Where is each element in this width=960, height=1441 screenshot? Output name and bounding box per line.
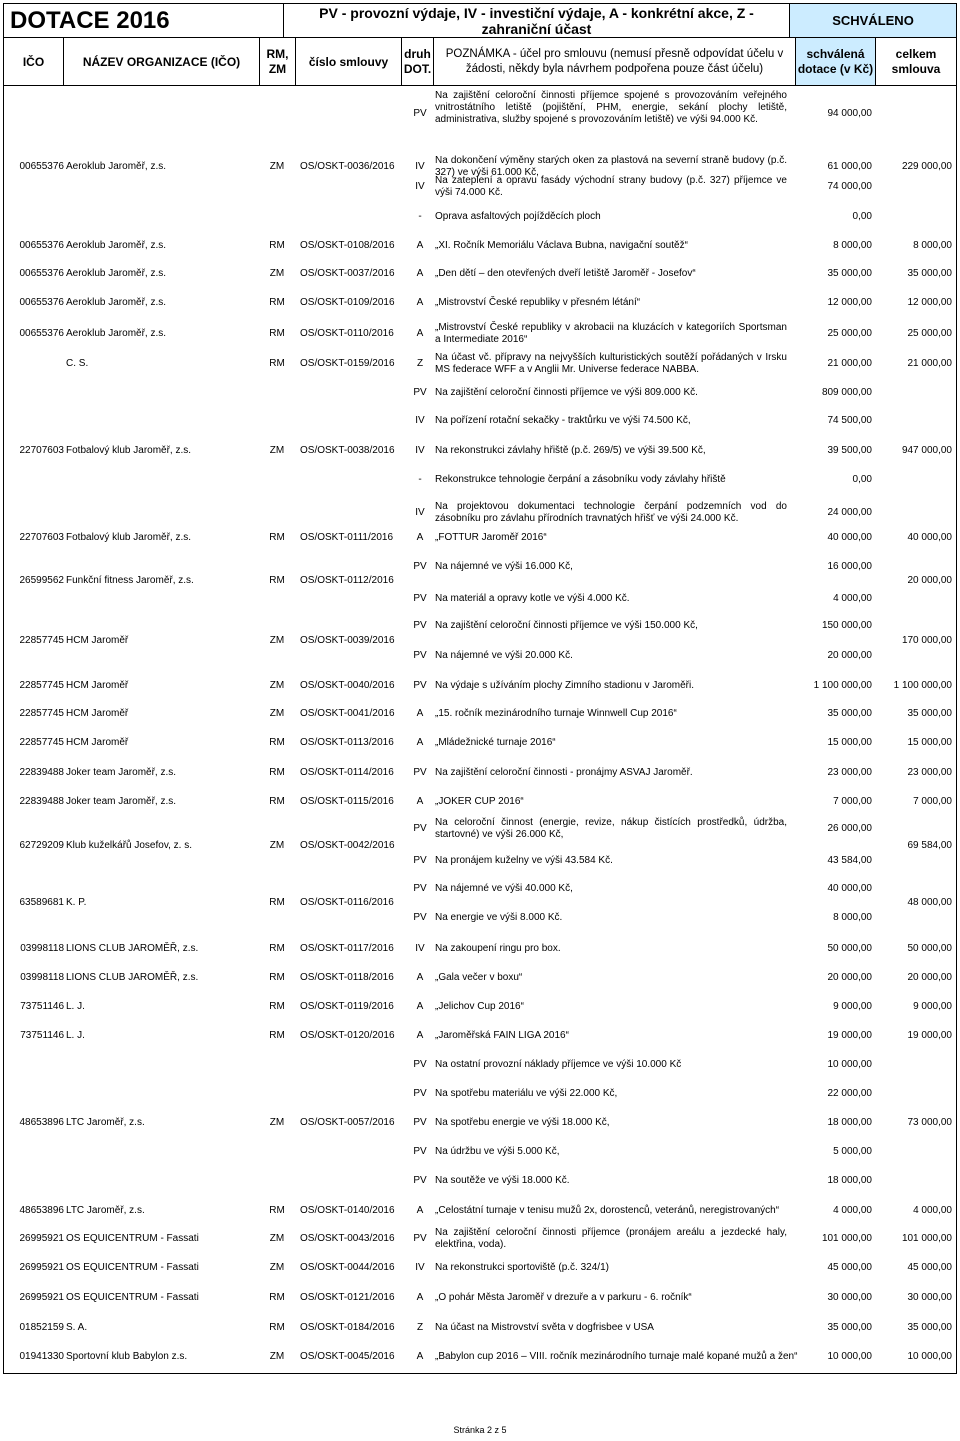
col-contract-number: číslo smlouvy [296,38,402,86]
org-ico: 01941330 [19,1351,64,1362]
grant-purpose: „JOKER CUP 2016“ [435,796,524,807]
contract-total: 35 000,00 [907,1322,952,1333]
org-name: HCM Jaroměř [66,737,129,748]
col-rmzm-line1: RM, [266,47,289,61]
org-name: OS EQUICENTRUM - Fassati [66,1233,199,1244]
org-name: LIONS CLUB JAROMĚŘ, z.s. [66,943,199,954]
contract-number: OS/OSKT-0039/2016 [300,635,395,646]
grant-purpose: Na spotřebu materiálu ve výši 22.000 Kč, [435,1088,618,1099]
approving-body: RM [269,297,285,308]
org-name: Sportovní klub Babylon z.s. [66,1351,188,1362]
grant-type: PV [413,1146,427,1157]
grant-purpose: „Gala večer v boxu“ [435,972,523,983]
col-note: POZNÁMKA - účel pro smlouvu (nemusí přesně odpovídat účelu v žádosti, někdy byla návrhem podpořena pouze část účelu) [434,38,796,86]
org-ico: 00655376 [19,161,64,172]
contract-number: OS/OSKT-0043/2016 [300,1233,395,1244]
grant-type: A [416,240,424,251]
org-ico: 62729209 [19,840,64,851]
grant-purpose: „15. ročník mezinárodního turnaje Winnwell Cup 2016“ [435,708,677,719]
grant-type: PV [413,1233,427,1244]
page-footer: Stránka 2 z 5 [453,1425,507,1435]
grant-purpose: Na pronájem kuželny ve výši 43.584 Kč. [435,855,613,866]
org-name: Aeroklub Jaroměř, z.s. [66,297,167,308]
contract-number: OS/OSKT-0042/2016 [300,840,395,851]
approving-body: ZM [269,840,285,851]
approving-body: RM [269,796,285,807]
legend-subtitle: PV - provozní výdaje, IV - investiční výdaje, A - konkrétní akce, Z - zahraniční účast [284,4,790,38]
approving-body: RM [269,1292,285,1303]
approving-body: RM [269,972,285,983]
org-name: LTC Jaroměř, z.s. [66,1205,145,1216]
grant-purpose: Rekonstrukce tehnologie čerpání a zásobníku vody závlahy hřiště [435,474,726,485]
contract-total: 20 000,00 [907,575,952,586]
contract-total: 45 000,00 [907,1262,952,1273]
grant-type: PV [413,883,427,894]
approved-amount: 150 000,00 [821,620,872,631]
contract-number: OS/OSKT-0038/2016 [300,445,395,456]
org-name: Fotbalový klub Jaroměř, z.s. [66,532,192,543]
grant-purpose: Na soutěže ve výši 18.000 Kč. [435,1175,570,1186]
contract-total: 8 000,00 [913,240,952,251]
org-ico: 26995921 [19,1233,64,1244]
grant-purpose: Na dokončení výměny starých oken za plastová na severní straně budovy (p.č. 327) ve výši 61.000 Kč, [435,155,787,178]
grant-purpose: Na zakoupení ringu pro box. [435,943,561,954]
approved-amount: 23 000,00 [827,767,872,778]
contract-total: 50 000,00 [907,943,952,954]
col-ico: IČO [4,38,64,86]
org-ico: 00655376 [19,268,64,279]
grant-type: A [416,328,424,339]
approving-body: RM [269,240,285,251]
approved-amount: 16 000,00 [827,561,872,572]
org-name: OS EQUICENTRUM - Fassati [66,1262,199,1273]
contract-number: OS/OSKT-0113/2016 [300,737,394,748]
contract-number: OS/OSKT-0109/2016 [300,297,395,308]
grant-purpose: „Mistrovství České republiky v akrobacii na kluzácích v kategoriích Sportsman a Intermediate 2016“ [435,322,787,345]
approving-body: RM [269,358,285,369]
grant-type: IV [415,161,425,172]
col-approved-amount [796,38,876,86]
grant-type: PV [413,1175,427,1186]
approved-amount: 9 000,00 [833,1001,872,1012]
contract-total: 229 000,00 [901,161,952,172]
approving-body: ZM [269,268,285,279]
approved-amount: 22 000,00 [827,1088,872,1099]
contract-number: OS/OSKT-0036/2016 [300,161,395,172]
contract-total: 101 000,00 [901,1233,952,1244]
org-ico: 48653896 [19,1117,64,1128]
org-name: LTC Jaroměř, z.s. [66,1117,145,1128]
grant-type: A [416,708,424,719]
grant-type: Z [416,1322,424,1333]
grant-purpose: „Den dětí – den otevřených dveří letiště Jaroměř - Josefov“ [435,268,696,279]
grant-type: IV [415,507,425,518]
approved-amount: 45 000,00 [827,1262,872,1273]
org-ico: 73751146 [20,1030,64,1041]
grant-purpose: Na materiál a opravy kotle ve výši 4.000 Kč. [435,593,630,604]
contract-number: OS/OSKT-0110/2016 [300,328,394,339]
org-name: HCM Jaroměř [66,680,129,691]
contract-total: 25 000,00 [907,328,952,339]
org-name: Aeroklub Jaroměř, z.s. [66,268,167,279]
org-ico: 22707603 [19,532,64,543]
grant-purpose: Na pořízení rotační sekačky - traktůrku ve výši 74.500 Kč, [435,415,691,426]
contract-total: 69 584,00 [907,840,952,851]
org-ico: 03998118 [20,943,64,954]
approving-body: ZM [269,635,285,646]
grant-purpose: Na zajištění celoroční činnosti příjemce (pronájem areálu a jezdecké haly, elektřina, voda). [435,1227,787,1250]
grant-purpose: „Babylon cup 2016 – VIII. ročník mezinárodního turnaje malé kopané mužů a žen“ [435,1351,798,1362]
grant-purpose: Na rekonstrukci závlahy hřiště (p.č. 269/5) ve výši 39.500 Kč, [435,445,706,456]
approved-amount: 8 000,00 [833,912,872,923]
approving-body: ZM [269,1233,285,1244]
org-name: HCM Jaroměř [66,635,129,646]
grant-type: A [416,532,424,543]
grant-purpose: „XI. Ročník Memoriálu Václava Bubna, navigační soutěž“ [435,240,688,251]
grant-purpose: Na zateplení a opravu fasády východní strany budovy (p.č. 327) příjemce ve výši 74.000 Kč. [435,175,787,198]
grant-type: A [416,297,424,308]
grant-purpose: Na nájemné ve výši 16.000 Kč, [435,561,573,572]
grant-type: PV [413,620,427,631]
grant-purpose: Na nájemné ve výši 20.000 Kč. [435,650,573,661]
grant-type: Z [416,358,424,369]
contract-number: OS/OSKT-0114/2016 [300,767,394,778]
approving-body: RM [269,328,285,339]
grant-purpose: „Mistrovství České republiky v přesném létání“ [435,297,641,308]
org-name: C. S. [66,358,89,369]
approved-amount: 21 000,00 [827,358,872,369]
org-name: Klub kuželkářů Josefov, z. s. [66,840,192,851]
page-title: DOTACE 2016 [4,4,284,38]
grant-purpose: Na celoroční činnost (energie, revize, nákup čistících prostředků, údržba, startovné) ve výši 26.000 Kč, [435,817,787,840]
grant-table [3,3,957,1374]
grant-purpose: „Mládežnické turnaje 2016“ [435,737,556,748]
org-name: Aeroklub Jaroměř, z.s. [66,240,167,251]
approved-amount: 8 000,00 [833,240,872,251]
grant-type: IV [415,181,425,192]
org-ico: 00655376 [19,240,64,251]
col-approved-line1: schválená [806,47,865,61]
approving-body: ZM [269,1262,285,1273]
contract-number: OS/OSKT-0057/2016 [300,1117,395,1128]
contract-total: 4 000,00 [913,1205,952,1216]
header-divider [4,85,956,86]
grant-type: IV [415,445,425,456]
contract-total: 947 000,00 [901,445,952,456]
approved-amount: 20 000,00 [827,650,872,661]
approving-body: ZM [269,445,285,456]
contract-number: OS/OSKT-0119/2016 [300,1001,394,1012]
grant-purpose: Na spotřebu energie ve výši 18.000 Kč, [435,1117,610,1128]
approved-amount: 15 000,00 [827,737,872,748]
grant-type: A [416,737,424,748]
col-name: NÁZEV ORGANIZACE (IČO) [64,38,260,86]
approving-body: RM [269,943,285,954]
org-ico: 63589681 [19,897,64,908]
contract-total: 7 000,00 [913,796,952,807]
org-ico: 00655376 [19,297,64,308]
org-name: HCM Jaroměř [66,708,129,719]
approved-amount: 809 000,00 [821,387,872,398]
grant-purpose: Na rekonstrukci sportoviště (p.č. 324/1) [435,1262,609,1273]
contract-total: 12 000,00 [907,297,952,308]
grant-purpose: Na energie ve výši 8.000 Kč. [435,912,563,923]
contract-number: OS/OSKT-0116/2016 [300,897,394,908]
org-name: Aeroklub Jaroměř, z.s. [66,328,167,339]
contract-total: 15 000,00 [907,737,952,748]
grant-purpose: „O pohár Města Jaroměř v drezuře a v parkuru - 6. ročník“ [435,1292,692,1303]
grant-type: PV [413,108,427,119]
approved-amount: 35 000,00 [827,268,872,279]
approved-amount: 74 500,00 [827,415,872,426]
org-name: L. J. [66,1030,85,1041]
approved-amount: 43 584,00 [827,855,872,866]
col-type-line2: DOT. [403,62,432,76]
grant-type: PV [413,387,427,398]
grant-type: PV [413,650,427,661]
org-name: Aeroklub Jaroměř, z.s. [66,161,167,172]
col-rmzm-line2: ZM [268,62,287,76]
grant-type: A [416,796,424,807]
org-ico: 22857745 [19,708,64,719]
approved-amount: 5 000,00 [833,1146,872,1157]
contract-number: OS/OSKT-0159/2016 [300,358,395,369]
grant-type: PV [413,767,427,778]
approved-amount: 25 000,00 [827,328,872,339]
contract-total: 9 000,00 [913,1001,952,1012]
contract-total: 30 000,00 [907,1292,952,1303]
org-ico: 22839488 [19,767,64,778]
approved-amount: 12 000,00 [827,297,872,308]
approved-amount: 74 000,00 [827,181,872,192]
grant-purpose: Na účast na Mistrovství světa v dogfrisbee v USA [435,1322,654,1333]
org-ico: 26995921 [19,1262,64,1273]
col-rmzm [260,38,296,86]
grant-type: A [416,268,424,279]
contract-number: OS/OSKT-0111/2016 [300,532,394,543]
org-name: L. J. [66,1001,85,1012]
contract-total: 1 100 000,00 [893,680,952,691]
grant-purpose: Na zajištění celoroční činnosti příjemce spojené s provozováním veřejného vnitrostátního letiště (pojištění, PHM, energie, sekání plochy letiště, administrativa, služby spojené s provozováním letiště) ve výši 94.000 Kč. [435,90,787,125]
org-ico: 22707603 [19,445,64,456]
col-approved-line2: dotace (v Kč) [797,62,874,76]
contract-total: 170 000,00 [901,635,952,646]
approved-amount: 61 000,00 [827,161,872,172]
org-ico: 22839488 [19,796,64,807]
approved-amount: 0,00 [852,211,872,222]
approved-amount: 7 000,00 [833,796,872,807]
grant-purpose: Oprava asfaltových pojížděcích ploch [435,211,601,222]
grant-type: - [418,211,422,222]
org-ico: 73751146 [20,1001,64,1012]
grant-type: PV [413,561,427,572]
grant-purpose: „Jaroměřská FAIN LIGA 2016“ [435,1030,569,1041]
contract-number: OS/OSKT-0140/2016 [300,1205,395,1216]
approved-amount: 10 000,00 [827,1059,872,1070]
grant-type: PV [413,1088,427,1099]
grant-type: - [418,474,422,485]
grant-type: A [416,1205,424,1216]
contract-number: OS/OSKT-0120/2016 [300,1030,395,1041]
approved-amount: 40 000,00 [827,883,872,894]
approved-amount: 1 100 000,00 [813,680,872,691]
grant-type: A [416,972,424,983]
contract-total: 40 000,00 [907,532,952,543]
approving-body: ZM [269,680,285,691]
contract-number: OS/OSKT-0118/2016 [300,972,394,983]
approving-body: RM [269,737,285,748]
approving-body: RM [269,575,285,586]
grant-type: IV [415,943,425,954]
contract-number: OS/OSKT-0121/2016 [300,1292,395,1303]
org-name: OS EQUICENTRUM - Fassati [66,1292,199,1303]
contract-total: 48 000,00 [907,897,952,908]
org-name: Joker team Jaroměř, z.s. [66,767,177,778]
contract-total: 35 000,00 [907,708,952,719]
approving-body: RM [269,767,285,778]
grant-type: PV [413,1117,427,1128]
contract-number: OS/OSKT-0045/2016 [300,1351,395,1362]
grant-purpose: „Jelichov Cup 2016“ [435,1001,524,1012]
table-header [4,4,956,86]
grant-type: PV [413,1059,427,1070]
grant-purpose: Na zajištění celoroční činnosti příjemce ve výši 150.000 Kč, [435,620,698,631]
org-name: LIONS CLUB JAROMĚŘ, z.s. [66,972,199,983]
contract-number: OS/OSKT-0037/2016 [300,268,395,279]
grant-purpose: „Celostátní turnaje v tenisu mužů 2x, dorostenců, veteránů, neregistrovaných“ [435,1205,780,1216]
contract-number: OS/OSKT-0115/2016 [300,796,394,807]
approving-body: ZM [269,708,285,719]
col-type-line1: druh [404,47,431,61]
org-ico: 03998118 [20,972,64,983]
contract-number: OS/OSKT-0040/2016 [300,680,395,691]
approved-amount: 18 000,00 [827,1175,872,1186]
grant-type: A [416,1351,424,1362]
grant-purpose: Na účast vč. přípravy na nejvyšších kulturistických soutěží pořádaných v Irsku MS federace WFF a v Anglii Mr. Universe federace NABBA. [435,352,787,375]
approving-body: ZM [269,161,285,172]
grant-purpose: Na zajištění celoroční činnosti příjemce ve výši 809.000 Kč. [435,387,698,398]
grant-type: A [416,1030,424,1041]
grant-type: IV [415,415,425,426]
approved-amount: 4 000,00 [833,1205,872,1216]
approved-status: SCHVÁLENO [790,4,956,38]
col-type [402,38,434,86]
org-ico: 48653896 [19,1205,64,1216]
grant-type: PV [413,680,427,691]
contract-total: 35 000,00 [907,268,952,279]
org-ico: 26995921 [19,1292,64,1303]
approving-body: RM [269,897,285,908]
approved-amount: 40 000,00 [827,532,872,543]
org-name: S. A. [66,1322,88,1333]
grant-type: PV [413,593,427,604]
approving-body: RM [269,1030,285,1041]
grant-type: PV [413,823,427,834]
grant-type: A [416,1001,424,1012]
approved-amount: 101 000,00 [821,1233,872,1244]
grant-type: IV [415,1262,425,1273]
grant-purpose: „FOTTUR Jaroměř 2016“ [435,532,547,543]
approved-amount: 35 000,00 [827,708,872,719]
contract-number: OS/OSKT-0108/2016 [300,240,395,251]
col-total: celkem smlouva [891,47,941,76]
grant-purpose: Na výdaje s užíváním plochy Zimního stadionu v Jaroměři. [435,680,694,691]
org-ico: 22857745 [19,737,64,748]
approving-body: ZM [269,1351,285,1362]
org-name: Joker team Jaroměř, z.s. [66,796,177,807]
approved-amount: 0,00 [852,474,872,485]
approved-amount: 20 000,00 [827,972,872,983]
approved-amount: 35 000,00 [827,1322,872,1333]
org-name: Funkční fitness Jaroměř, z.s. [66,575,194,586]
approving-body: RM [269,1322,285,1333]
approved-amount: 18 000,00 [827,1117,872,1128]
org-ico: 26599562 [19,575,64,586]
approving-body: RM [269,1001,285,1012]
approved-amount: 50 000,00 [827,943,872,954]
approved-amount: 30 000,00 [827,1292,872,1303]
org-name: K. P. [66,897,87,908]
approving-body: ZM [269,1117,285,1128]
org-ico: 01852159 [19,1322,64,1333]
grant-purpose: Na nájemné ve výši 40.000 Kč, [435,883,573,894]
contract-number: OS/OSKT-0117/2016 [300,943,394,954]
approved-amount: 4 000,00 [833,593,872,604]
org-name: Fotbalový klub Jaroměř, z.s. [66,445,192,456]
approved-amount: 39 500,00 [827,445,872,456]
approving-body: RM [269,1205,285,1216]
grant-purpose: Na údržbu ve výši 5.000 Kč, [435,1146,560,1157]
contract-total: 73 000,00 [907,1117,952,1128]
grant-purpose: Na projektovou dokumentaci technologie čerpání podzemních vod do zásobníku pro závlahu přírodních travnatých hřišť ve výši 24.000 Kč. [435,501,787,524]
org-ico: 00655376 [19,328,64,339]
grant-purpose: Na ostatní provozní náklady příjemce ve výši 10.000 Kč [435,1059,682,1070]
approved-amount: 19 000,00 [827,1030,872,1041]
contract-number: OS/OSKT-0184/2016 [300,1322,395,1333]
contract-total: 21 000,00 [907,358,952,369]
org-ico: 22857745 [19,680,64,691]
contract-total: 19 000,00 [907,1030,952,1041]
contract-number: OS/OSKT-0044/2016 [300,1262,395,1273]
grant-type: PV [413,912,427,923]
approved-amount: 26 000,00 [827,823,872,834]
grant-type: A [416,1292,424,1303]
grant-type: PV [413,855,427,866]
approved-amount: 10 000,00 [827,1351,872,1362]
contract-total: 20 000,00 [907,972,952,983]
approved-amount: 24 000,00 [827,507,872,518]
approved-amount: 94 000,00 [827,108,872,119]
contract-total: 10 000,00 [907,1351,952,1362]
grant-purpose: Na zajištění celoroční činnosti - pronájmy ASVAJ Jaroměř. [435,767,693,778]
contract-number: OS/OSKT-0112/2016 [300,575,394,586]
contract-total: 23 000,00 [907,767,952,778]
contract-number: OS/OSKT-0041/2016 [300,708,395,719]
approving-body: RM [269,532,285,543]
org-ico: 22857745 [19,635,64,646]
